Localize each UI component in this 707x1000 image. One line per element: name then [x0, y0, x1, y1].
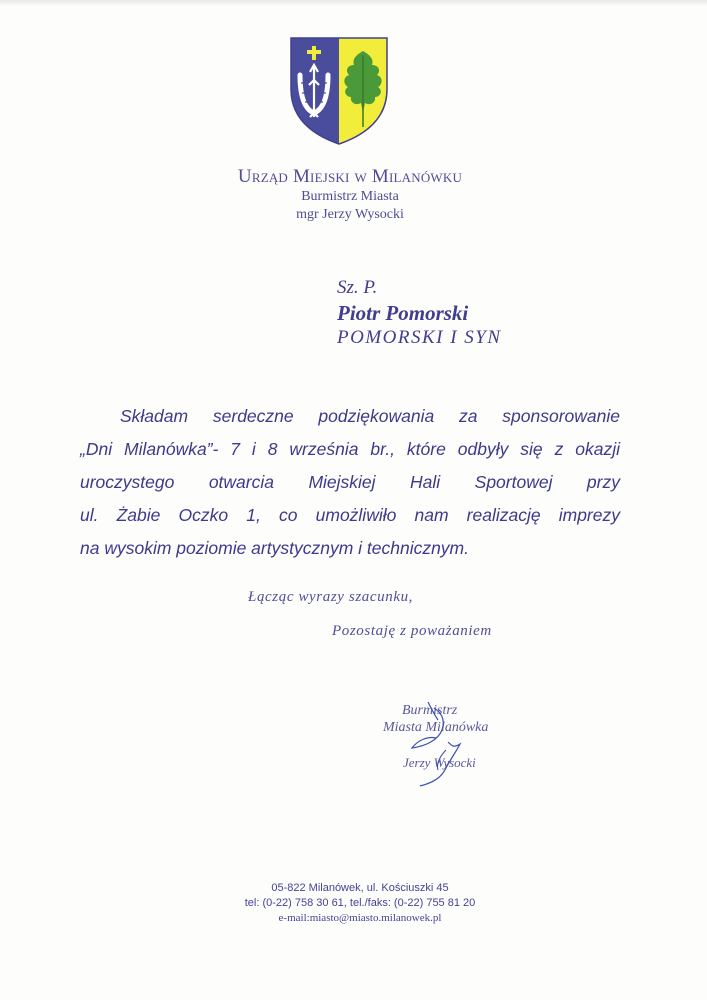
body-line: ul. Żabie Oczko 1, co umożliwiło nam realizację imprezy — [80, 505, 620, 525]
page-edge — [0, 0, 707, 6]
footer-email: e-mail:miasto@miasto.milanowek.pl — [278, 912, 442, 924]
signature-office: Miasta Milanówka — [383, 720, 489, 735]
letter-body — [80, 400, 620, 565]
footer-address: 05-822 Milanówek, ul. Kościuszki 45 — [271, 882, 449, 894]
office-name: Urząd Miejski w Milanówku — [237, 166, 463, 187]
signature-name: Jerzy Wysocki — [403, 755, 476, 770]
closing-regards: Pozostaję z poważaniem — [332, 623, 492, 639]
addressee-company: POMORSKI I SYN — [337, 327, 502, 348]
coat-of-arms-icon — [290, 37, 388, 145]
mayor-name: mgr Jerzy Wysocki — [296, 207, 404, 222]
body-line: Składam serdeczne podziękowania za sponsorowanie — [120, 406, 620, 426]
body-line: uroczystego otwarcia Miejskiej Hali Sportowej przy — [80, 472, 620, 492]
handwritten-signature — [370, 700, 520, 790]
footer-phone: tel: (0-22) 758 30 61, tel./faks: (0-22) 755 81 20 — [244, 897, 476, 909]
addressee-name: Piotr Pomorski — [337, 301, 469, 325]
mayor-title: Burmistrz Miasta — [301, 189, 399, 204]
body-line: na wysokim poziomie artystycznym i technicznym. — [80, 538, 469, 558]
salutation: Sz. P. — [337, 277, 378, 298]
signature-block — [370, 700, 520, 790]
signature-title: Burmistrz — [402, 703, 458, 718]
closing-greeting: Łącząc wyrazy szacunku, — [248, 589, 414, 605]
body-line: „Dni Milanówka”- 7 i 8 września br., które odbyły się z okazji — [80, 439, 620, 459]
